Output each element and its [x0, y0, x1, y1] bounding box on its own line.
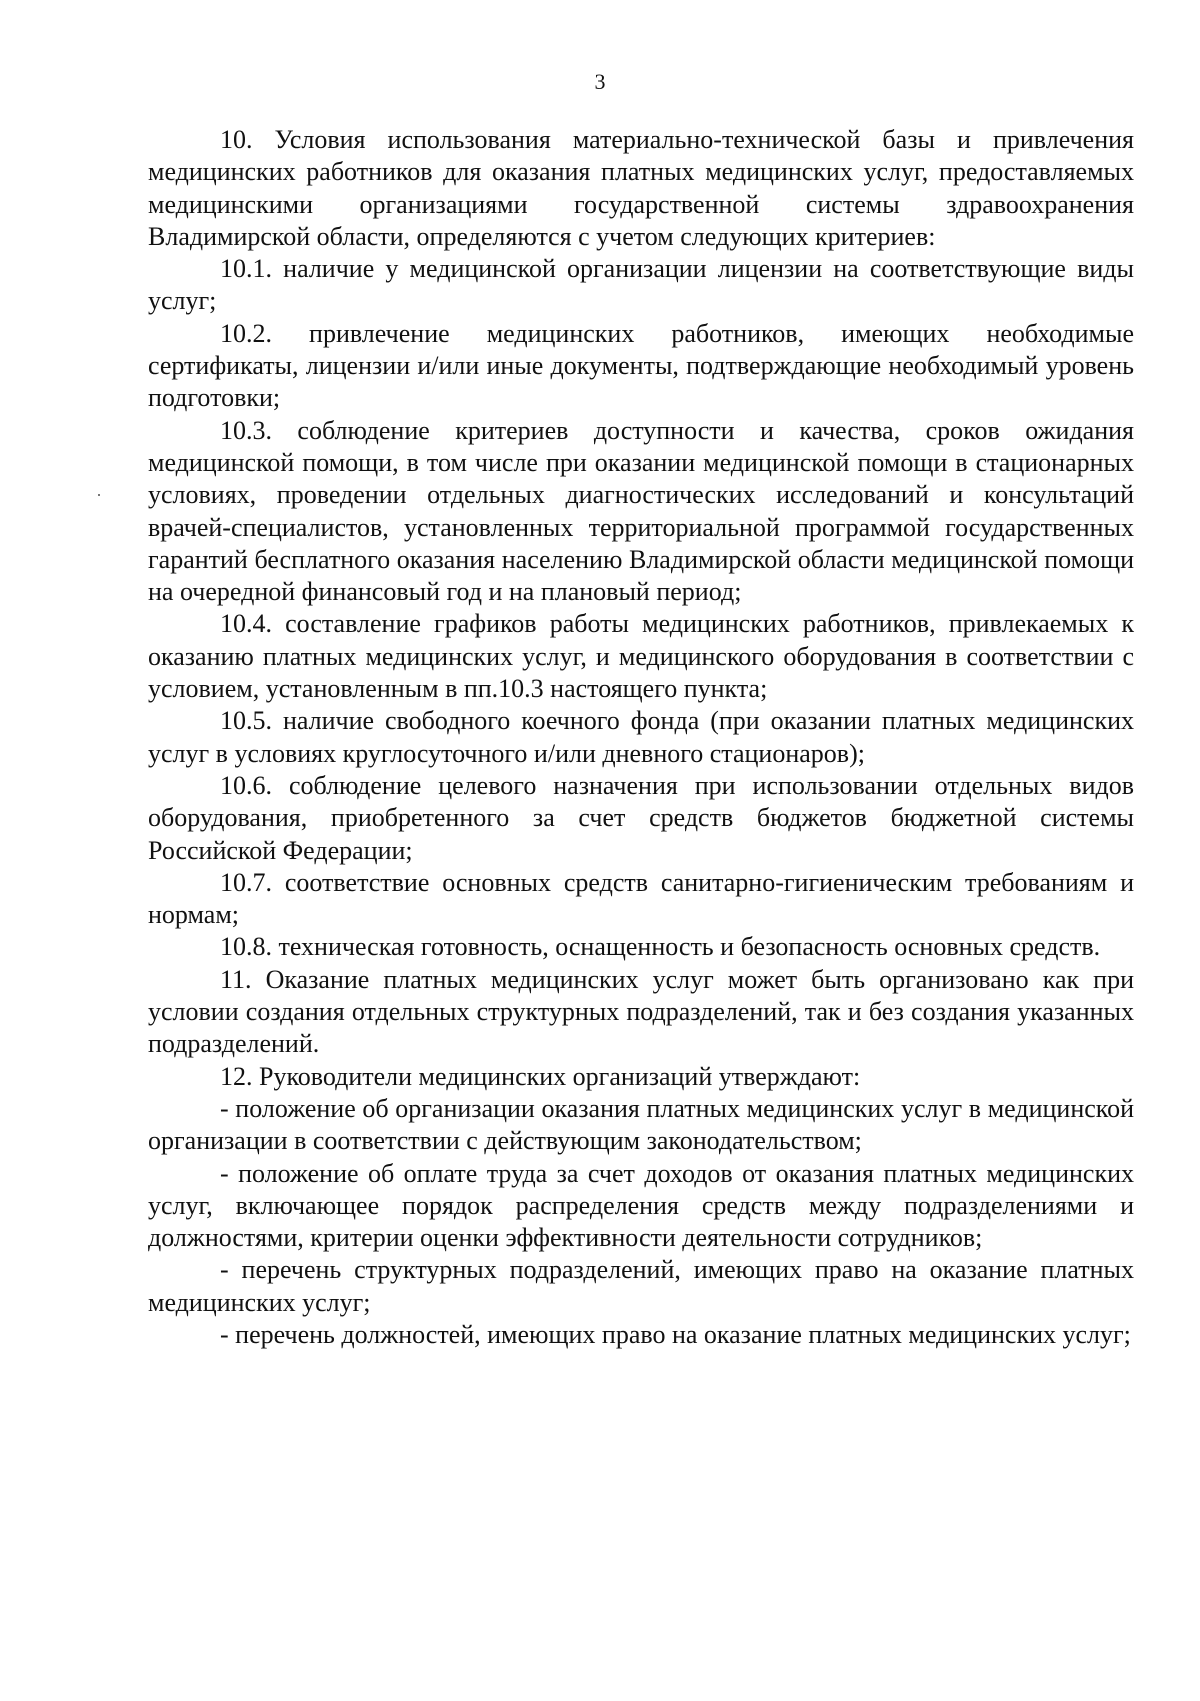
paragraph-10-6: 10.6. соблюдение целевого назначения при использовании отдельных видов оборудования, приобретенного за счет средств бюджетов бюджетной системы Российской Федерации;	[148, 770, 1134, 865]
paragraph-10-3: 10.3. соблюдение критериев доступности и качества, сроков ожидания медицинской помощи, в том числе при оказании медицинской помощи в стационарных условиях, проведении отдельных диагностических исследований и консультаций врачей-специалистов, установленных территориальной программой государственных гарантий бесплатного оказания населению Владимирской области медицинской помощи на очередной финансовый год и на плановый период;	[148, 415, 1134, 607]
list-item-subdivisions-list: - перечень структурных подразделений, имеющих право на оказание платных медицинских услуг;	[148, 1255, 1134, 1317]
scan-artifact-dot	[98, 494, 100, 496]
document-body	[148, 124, 1134, 1351]
paragraph-10-1: 10.1. наличие у медицинской организации лицензии на соответствующие виды услуг;	[148, 254, 1134, 316]
list-item-payment-regulation: - положение об оплате труда за счет доходов от оказания платных медицинских услуг, включающее порядок распределения средств между подразделениями и должностями, критерии оценки эффективности деятельности сотрудников;	[148, 1158, 1134, 1253]
paragraph-10: 10. Условия использования материально-технической базы и привлечения медицинских работников для оказания платных медицинских услуг, предоставляемых медицинскими организациями государственной системы здравоохранения Владимирской области, определяются с учетом следующих критериев:	[148, 125, 1134, 251]
page-number: 3	[594, 69, 606, 94]
paragraph-10-7: 10.7. соответствие основных средств санитарно-гигиеническим требованиям и нормам;	[148, 867, 1134, 930]
list-item-organization-regulation: - положение об организации оказания платных медицинских услуг в медицинской организации в соответствии с действующим законодательством;	[148, 1093, 1134, 1156]
paragraph-11: 11. Оказание платных медицинских услуг может быть организовано как при условии создания отдельных структурных подразделений, так и без создания указанных подразделений.	[148, 964, 1134, 1059]
paragraph-12: 12. Руководители медицинских организаций утверждают:	[220, 1061, 861, 1091]
paragraph-10-8: 10.8. техническая готовность, оснащенность и безопасность основных средств.	[220, 932, 1101, 962]
paragraph-10-5: 10.5. наличие свободного коечного фонда (при оказании платных медицинских услуг в условиях круглосуточного и/или дневного стационаров);	[148, 706, 1134, 768]
paragraph-10-2: 10.2. привлечение медицинских работников, имеющих необходимые сертификаты, лицензии и/или иные документы, подтверждающие необходимый уровень подготовки;	[148, 318, 1134, 413]
paragraph-10-4: 10.4. составление графиков работы медицинских работников, привлекаемых к оказанию платных медицинских услуг, и медицинского оборудования в соответствии с условием, установленным в пп.10.3 настоящего пункта;	[148, 609, 1134, 704]
list-item-positions-list: - перечень должностей, имеющих право на оказание платных медицинских услуг;	[220, 1319, 1131, 1349]
